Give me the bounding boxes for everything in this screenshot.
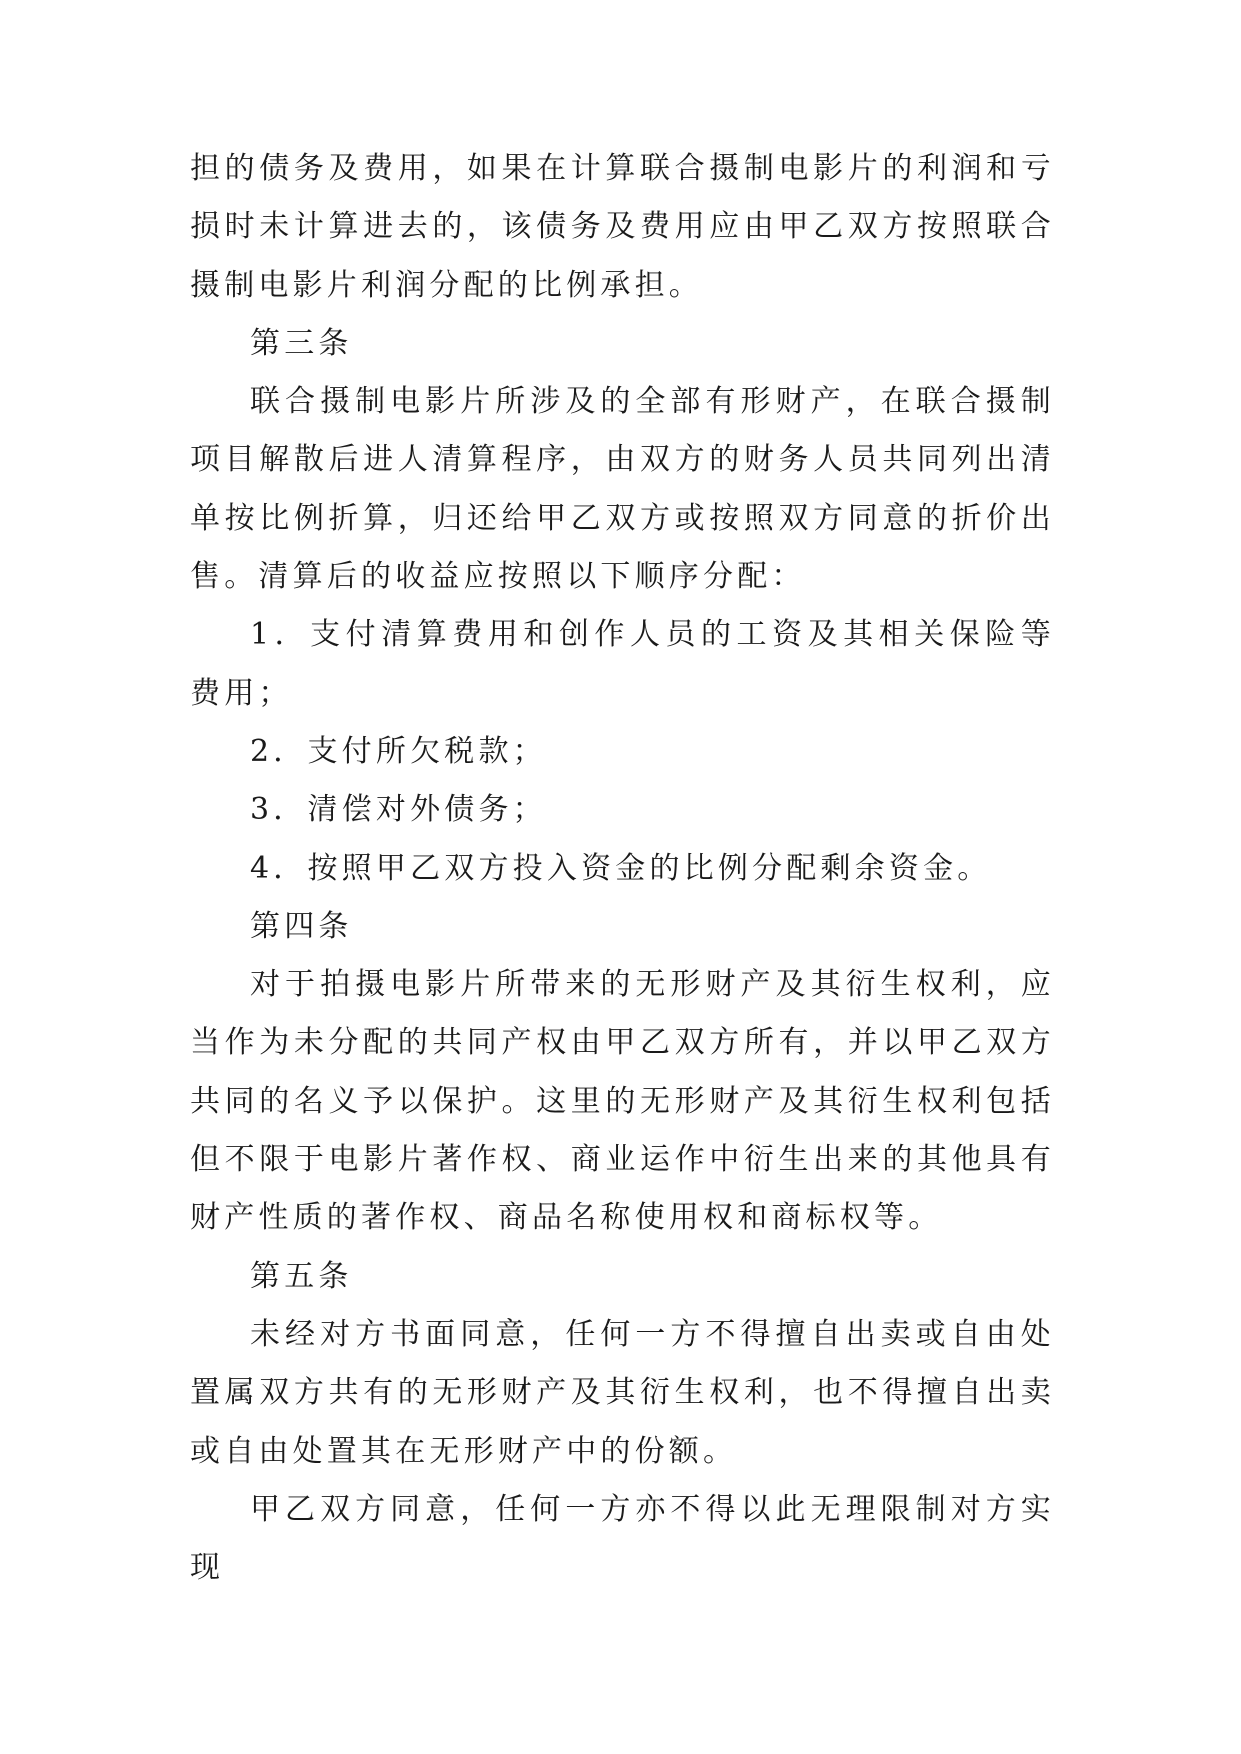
list-item-4: 4．按照甲乙双方投入资金的比例分配剩余资金。 — [250, 850, 992, 886]
list-item-1: 1．支付清算费用和创作人员的工资及其相关保险等费用； — [190, 617, 1055, 711]
paragraph-article-5-continued: 甲乙双方同意，任何一方亦不得以此无理限制对方实现 — [190, 1491, 1055, 1586]
list-item-3: 3．清偿对外债务； — [250, 792, 547, 828]
article-heading-3: 第三条 — [250, 325, 353, 361]
document-page — [190, 140, 1055, 1597]
paragraph-continuation: 担的债务及费用，如果在计算联合摄制电影片的利润和亏损时未计算进去的，该债务及费用应由甲乙双方按照联合摄制电影片利润分配的比例承担。 — [190, 151, 1055, 303]
paragraph-article-5-body: 未经对方书面同意，任何一方不得擅自出卖或自由处置属双方共有的无形财产及其衍生权利，也不得擅自出卖或自由处置其在无形财产中的份额。 — [190, 1316, 1055, 1469]
paragraph-article-4-body: 对于拍摄电影片所带来的无形财产及其衍生权利，应当作为未分配的共同产权由甲乙双方所有，并以甲乙双方共同的名义予以保护。这里的无形财产及其衍生权利包括但不限于电影片著作权、商业运作中衍生出来的其他具有财产性质的著作权、商品名称使用权和商标权等。 — [190, 967, 1055, 1236]
paragraph-article-3-body: 联合摄制电影片所涉及的全部有形财产，在联合摄制项目解散后进人清算程序，由双方的财务人员共同列出清单按比例折算，归还给甲乙双方或按照双方同意的折价出售。清算后的收益应按照以下顺序分配： — [190, 384, 1055, 595]
list-item-2: 2．支付所欠税款； — [250, 733, 547, 769]
article-heading-4: 第四条 — [250, 908, 353, 944]
article-heading-5: 第五条 — [250, 1258, 353, 1294]
